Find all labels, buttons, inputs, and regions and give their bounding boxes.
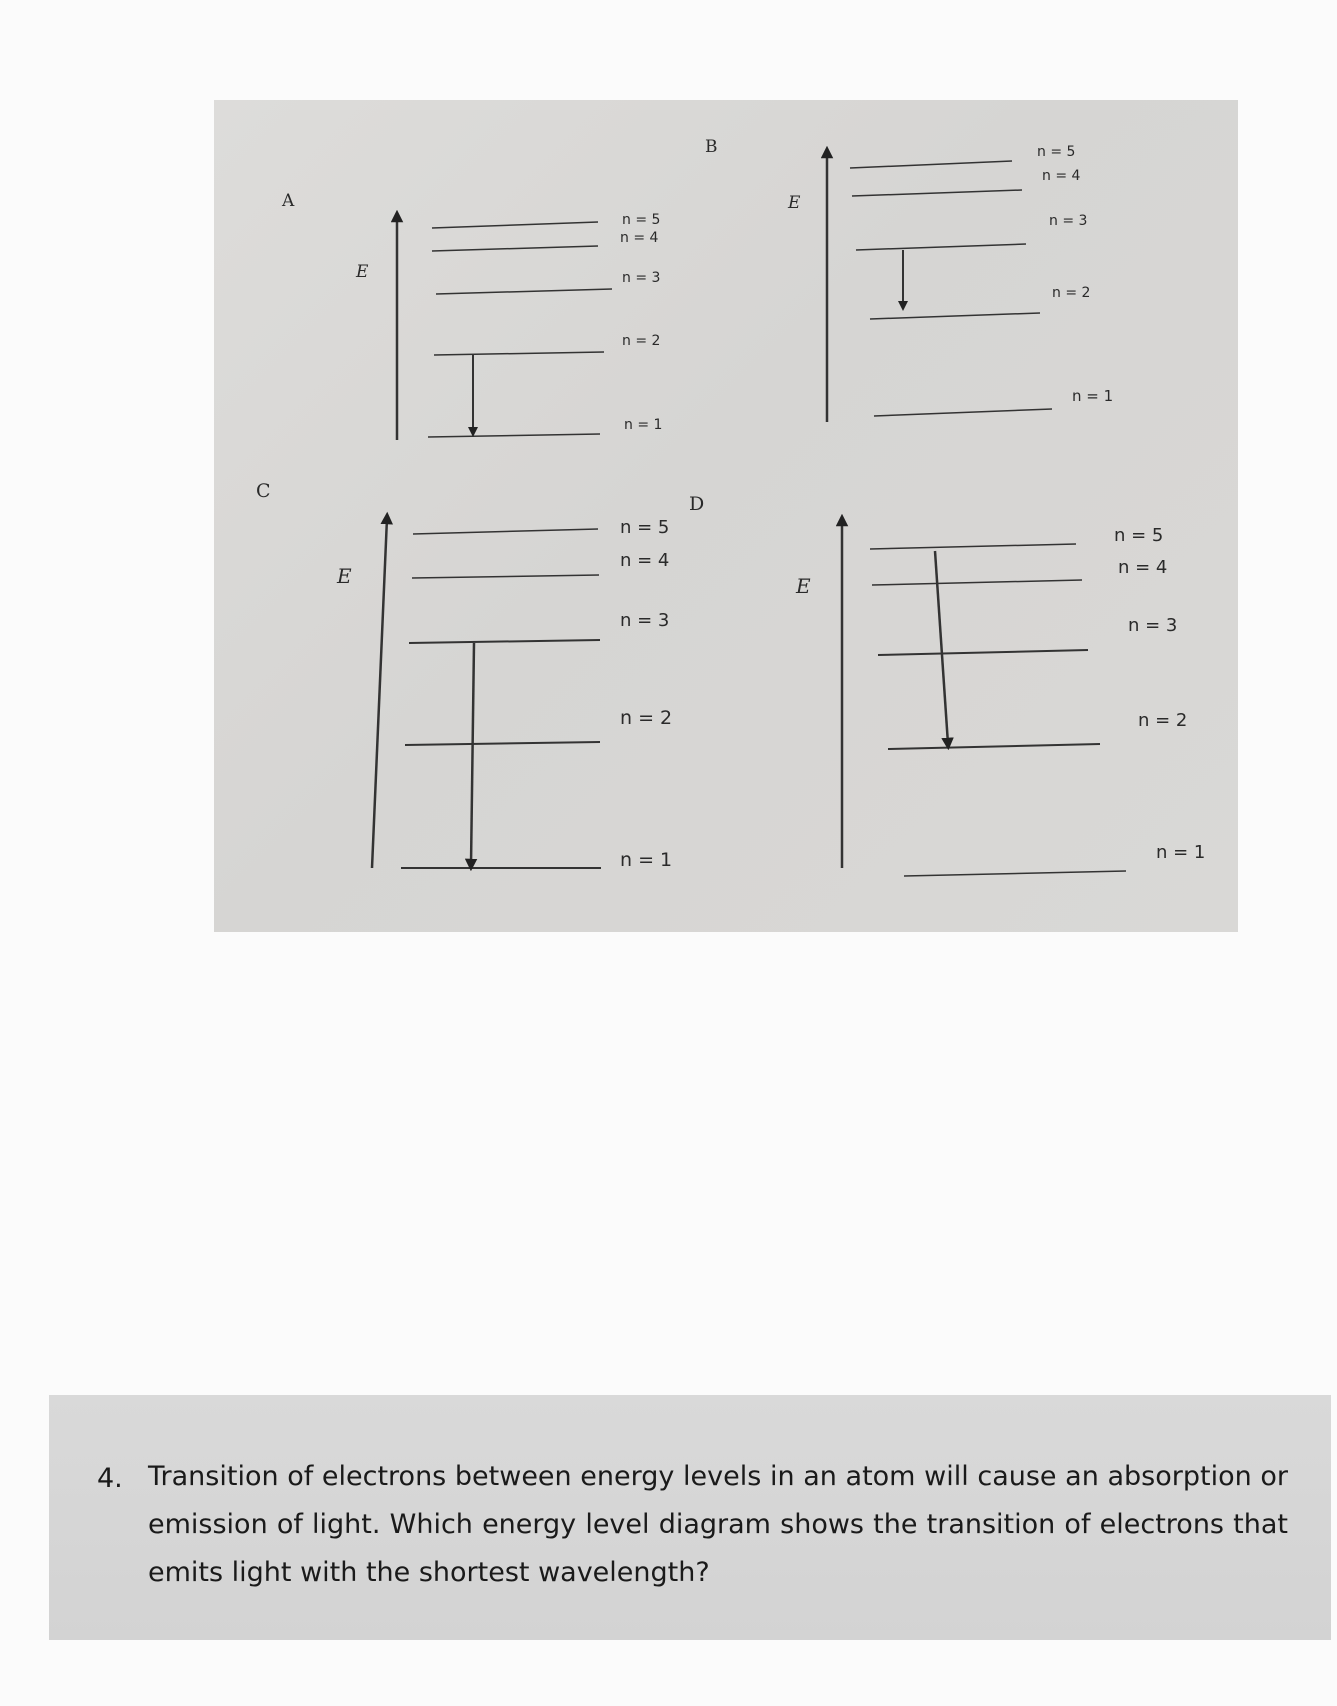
diagram-b-label-n4: n = 4 (1042, 168, 1081, 184)
diagram-a-level-2 (434, 352, 604, 355)
diagram-c-label-n5: n = 5 (620, 517, 670, 538)
diagram-c-level-5 (413, 529, 598, 534)
diagram-a-label-n4: n = 4 (620, 230, 659, 246)
diagram-d-level-3 (878, 650, 1088, 655)
energy-diagrams-photo (214, 100, 1238, 932)
diagram-b (705, 137, 1113, 422)
diagram-a-level-1 (428, 434, 600, 437)
diagram-a-energy-label: E (356, 262, 369, 282)
diagram-c-level-3 (409, 640, 600, 643)
diagram-d-label-n4: n = 4 (1118, 557, 1168, 578)
diagram-a-label-n2: n = 2 (622, 333, 661, 349)
diagram-d-level-4 (872, 580, 1082, 585)
diagram-b-label-n1: n = 1 (1072, 387, 1114, 405)
question-number: 4. (97, 1463, 123, 1494)
diagram-c-level-2 (405, 742, 600, 745)
diagram-c-letter: C (256, 480, 271, 502)
diagram-b-level-2 (870, 313, 1040, 319)
diagram-b-level-3 (856, 244, 1026, 250)
question-text: Transition of electrons between energy levels in an atom will cause an absorption or emission of light. Which energy level diagram shows the transition of electrons that emits light with the shortest wavelength? (148, 1461, 1288, 1588)
diagram-d-label-n3: n = 3 (1128, 615, 1178, 636)
energy-diagrams-svg (214, 100, 1238, 932)
diagram-b-level-1 (874, 409, 1052, 416)
diagram-b-label-n5: n = 5 (1037, 144, 1076, 160)
diagram-a-level-4 (432, 246, 598, 251)
diagram-b-label-n2: n = 2 (1052, 285, 1091, 301)
diagram-b-level-5 (850, 161, 1012, 168)
diagram-d-label-n1: n = 1 (1156, 842, 1206, 863)
diagram-a-label-n1: n = 1 (624, 417, 663, 433)
diagram-a-label-n5: n = 5 (622, 212, 661, 228)
diagram-b-level-4 (852, 190, 1022, 196)
diagram-c (256, 480, 672, 871)
diagram-a (281, 191, 662, 440)
diagram-d-transition-arrow (935, 551, 948, 744)
diagram-c-transition-arrow (471, 643, 474, 865)
diagram-a-label-n3: n = 3 (622, 270, 661, 286)
diagram-c-label-n1: n = 1 (620, 849, 673, 871)
diagram-d-label-n5: n = 5 (1114, 525, 1164, 546)
diagram-b-letter: B (705, 137, 718, 157)
diagram-d-label-n2: n = 2 (1138, 710, 1188, 731)
diagram-d (689, 493, 1205, 876)
diagram-d-level-5 (870, 544, 1076, 549)
diagram-c-energy-label: E (337, 564, 352, 588)
diagram-a-level-5 (432, 222, 598, 228)
diagram-c-level-4 (412, 575, 599, 578)
diagram-c-energy-axis (372, 518, 387, 868)
diagram-c-label-n2: n = 2 (620, 707, 673, 729)
diagram-d-energy-label: E (796, 574, 811, 598)
diagram-b-label-n3: n = 3 (1049, 213, 1088, 229)
diagram-c-label-n3: n = 3 (620, 610, 670, 631)
diagram-a-letter: A (282, 191, 295, 211)
diagram-a-level-3 (436, 289, 612, 294)
diagram-b-energy-label: E (788, 193, 801, 213)
diagram-d-level-1 (904, 871, 1126, 876)
question-box (49, 1395, 1331, 1640)
diagram-d-letter: D (689, 493, 705, 515)
diagram-d-level-2 (888, 744, 1100, 749)
diagram-c-label-n4: n = 4 (620, 550, 670, 571)
